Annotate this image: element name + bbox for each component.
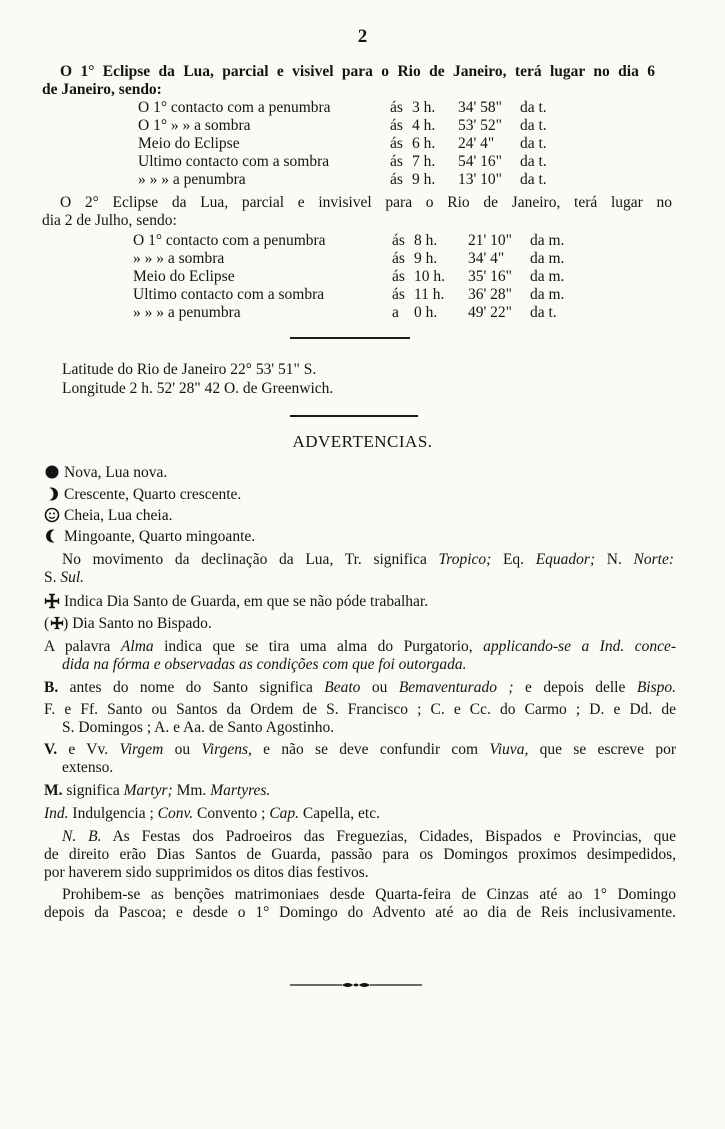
period-unit: da m.: [530, 250, 565, 267]
cross-icon: [49, 615, 63, 631]
alma-text: A palavra: [44, 638, 121, 655]
phase-crescent: [44, 486, 241, 504]
santo-guarda-text: Indica Dia Santo de Guarda, em que se não póde trabalhar.: [64, 593, 429, 610]
event-label: O 1° » » a sombra: [138, 117, 251, 134]
event-label: O 1° contacto com a penumbra: [138, 99, 331, 116]
phase-waning-text: Mingoante, Quarto mingoante.: [64, 528, 256, 545]
declination-text: S.: [44, 569, 61, 586]
period-unit: da t.: [520, 153, 547, 170]
event-label: Ultimo contacto com a sombra: [133, 286, 325, 303]
beato-term: Beato: [324, 679, 361, 696]
martyr-text: significa: [62, 782, 124, 799]
minute-second-value: 34' 4": [468, 250, 505, 267]
abbreviations-line: [44, 805, 380, 823]
new-moon-icon: [44, 464, 60, 480]
event-label: O 1° contacto com a penumbra: [133, 232, 326, 249]
hour-value: 0 h.: [414, 304, 438, 321]
tropico-term: Tropico;: [438, 551, 492, 568]
cross-icon: [44, 593, 60, 609]
at-word: ás: [392, 232, 405, 249]
virgem-text: ou: [163, 741, 202, 758]
at-word: ás: [392, 268, 405, 285]
santo-bispado-text: Dia Santo no Bispado.: [72, 615, 212, 632]
at-word: ás: [390, 117, 403, 134]
martyr-text: Mm.: [172, 782, 211, 799]
equador-term: Equador;: [535, 551, 596, 568]
hour-value: 3 h.: [412, 99, 436, 116]
martyr-line: [44, 782, 270, 800]
sul-term: Sul.: [60, 569, 85, 586]
beato-text: e depois delle: [513, 679, 637, 696]
event-label: » » » a penumbra: [133, 304, 241, 321]
period-unit: da t.: [530, 304, 557, 321]
santo-bispado-line: ( ) Dia Santo no Bispado.: [44, 615, 212, 632]
declination-line2: [44, 569, 84, 587]
nb-line1: [62, 828, 676, 846]
santo-guarda-line: [44, 593, 428, 611]
eclipse2-intro-line2: dia 2 de Julho, sendo:: [42, 212, 177, 229]
virgem-term: Virgem: [119, 741, 164, 758]
minute-second-value: 53' 52": [458, 117, 502, 134]
eclipse2-intro-line1: O 2° Eclipse da Lua, parcial e invisivel para o Rio de Janeiro, terá lugar no: [60, 194, 672, 211]
longitude-line: Longitude 2 h. 52' 28" 42 O. de Greenwich.: [62, 380, 334, 397]
hour-value: 9 h.: [412, 171, 436, 188]
prohibem-line1: Prohibem-se as benções matrimoniaes desde Quarta-feira de Cinzas até ao 1° Domingo: [62, 886, 676, 903]
cap-abbr: Cap.: [269, 805, 300, 822]
bispo-term: Bispo.: [636, 679, 676, 696]
phase-full: [44, 507, 172, 525]
hour-value: 11 h.: [414, 286, 445, 303]
event-label: Ultimo contacto com a sombra: [138, 153, 330, 170]
period-unit: da t.: [520, 117, 547, 134]
event-label: Meio do Eclipse: [133, 268, 235, 285]
beato-line: [44, 679, 676, 697]
minute-second-value: 13' 10": [458, 171, 502, 188]
alma-term: Alma: [120, 638, 154, 655]
at-word: ás: [392, 286, 405, 303]
hour-value: 7 h.: [412, 153, 436, 170]
period-unit: da t.: [520, 99, 547, 116]
phase-new: [44, 464, 167, 482]
alma-line1: [44, 638, 676, 656]
waning-moon-icon: [44, 528, 60, 544]
event-label: » » » a penumbra: [138, 171, 246, 188]
alma-italic: applicando-se a Ind. conce-: [483, 638, 676, 655]
hour-value: 9 h.: [414, 250, 438, 267]
ind-abbr: Ind.: [44, 805, 69, 822]
norte-term: Norte:: [633, 551, 674, 568]
minute-second-value: 34' 58": [458, 99, 502, 116]
period-unit: da m.: [530, 286, 565, 303]
at-word: ás: [390, 171, 403, 188]
hour-value: 6 h.: [412, 135, 436, 152]
beato-abbr: B.: [44, 679, 59, 696]
phase-crescent-text: Crescente, Quarto crescente.: [64, 486, 242, 503]
abbr-text: Capella, etc.: [299, 805, 380, 822]
minute-second-value: 49' 22": [468, 304, 512, 321]
minute-second-value: 35' 16": [468, 268, 512, 285]
alma-line2: [62, 656, 467, 674]
period-unit: da t.: [520, 171, 547, 188]
eclipse1-intro-line2: de Janeiro, sendo:: [42, 81, 162, 98]
at-word: ás: [390, 135, 403, 152]
beato-text: ou: [360, 679, 399, 696]
prohibem-line2: depois da Pascoa; e desde o 1° Domingo do Advento até ao dia de Reis inclusivamente.: [44, 904, 676, 921]
virgem-text: , e não se deve confundir com: [247, 741, 490, 758]
virgem-text: que se escreve por: [528, 741, 676, 758]
declination-text: Eq.: [491, 551, 536, 568]
at-word: ás: [390, 153, 403, 170]
bemaventurado-term: Bemaventurado ;: [398, 679, 514, 696]
hour-value: 8 h.: [414, 232, 438, 249]
full-moon-icon: [44, 507, 60, 523]
minute-second-value: 21' 10": [468, 232, 512, 249]
minute-second-value: 24' 4": [458, 135, 495, 152]
hour-value: 4 h.: [412, 117, 436, 134]
virgem-text: e Vv.: [57, 741, 120, 758]
virgem-line2: extenso.: [62, 759, 114, 776]
divider-rule: [290, 337, 410, 339]
crescent-moon-icon: [44, 486, 60, 502]
ordens-line1: F. e Ff. Santo ou Santos da Ordem de S. Francisco ; C. e Cc. do Carmo ; D. e Dd. de: [44, 701, 676, 718]
nb-line2: de direito erão Dias Santos de Guarda, passão para os Domingos proximos desimpedidos,: [44, 846, 676, 863]
alma-text: indica que se tira uma alma do Purgatorio,: [153, 638, 484, 655]
phase-full-text: Cheia, Lua cheia.: [64, 507, 173, 524]
virgem-line1: [44, 741, 676, 759]
abbr-text: Indulgencia ;: [68, 805, 158, 822]
event-label: Meio do Eclipse: [138, 135, 240, 152]
virgem-abbr: V.: [44, 741, 58, 758]
declination-line1: [62, 551, 674, 569]
divider-rule: [290, 415, 418, 417]
martyr-term: Martyr;: [123, 782, 173, 799]
conv-abbr: Conv.: [157, 805, 194, 822]
nb-label: N. B.: [62, 828, 102, 845]
virgens-term: Virgens: [201, 741, 248, 758]
event-label: » » » a sombra: [133, 250, 225, 267]
minute-second-value: 54' 16": [458, 153, 502, 170]
nb-text: As Festas dos Padroeiros das Freguezias, Cidades, Bispados e Provincias, que: [101, 828, 677, 845]
hour-value: 10 h.: [414, 268, 445, 285]
advertencias-title: ADVERTENCIAS.: [292, 432, 433, 451]
abbr-text: Convento ;: [193, 805, 270, 822]
nb-line3: por haverem sido supprimidos os ditos dias festivos.: [44, 864, 369, 881]
period-unit: da m.: [530, 232, 565, 249]
latitude-line: Latitude do Rio de Janeiro 22° 53' 51" S.: [62, 361, 317, 378]
ornament-divider: [290, 980, 422, 990]
beato-text: antes do nome do Santo significa: [58, 679, 325, 696]
alma-italic: dida na fórma e observadas as condições com que foi outorgada.: [62, 656, 467, 673]
page-number: 2: [357, 26, 368, 47]
at-word: ás: [390, 99, 403, 116]
at-word: a: [392, 304, 399, 321]
ordens-line2: S. Domingos ; A. e Aa. de Santo Agostinho.: [62, 719, 335, 736]
phase-new-text: Nova, Lua nova.: [64, 464, 168, 481]
at-word: ás: [392, 250, 405, 267]
period-unit: da m.: [530, 268, 565, 285]
viuva-term: Viuva,: [489, 741, 529, 758]
period-unit: da t.: [520, 135, 547, 152]
martyr-abbr: M.: [44, 782, 63, 799]
phase-waning: [44, 528, 255, 546]
martyres-term: Martyres.: [210, 782, 271, 799]
declination-text: N.: [595, 551, 634, 568]
minute-second-value: 36' 28": [468, 286, 512, 303]
eclipse1-intro-line1: O 1° Eclipse da Lua, parcial e visivel para o Rio de Janeiro, terá lugar no dia 6: [60, 63, 655, 80]
declination-text: No movimento da declinação da Lua, Tr. significa: [62, 551, 439, 568]
